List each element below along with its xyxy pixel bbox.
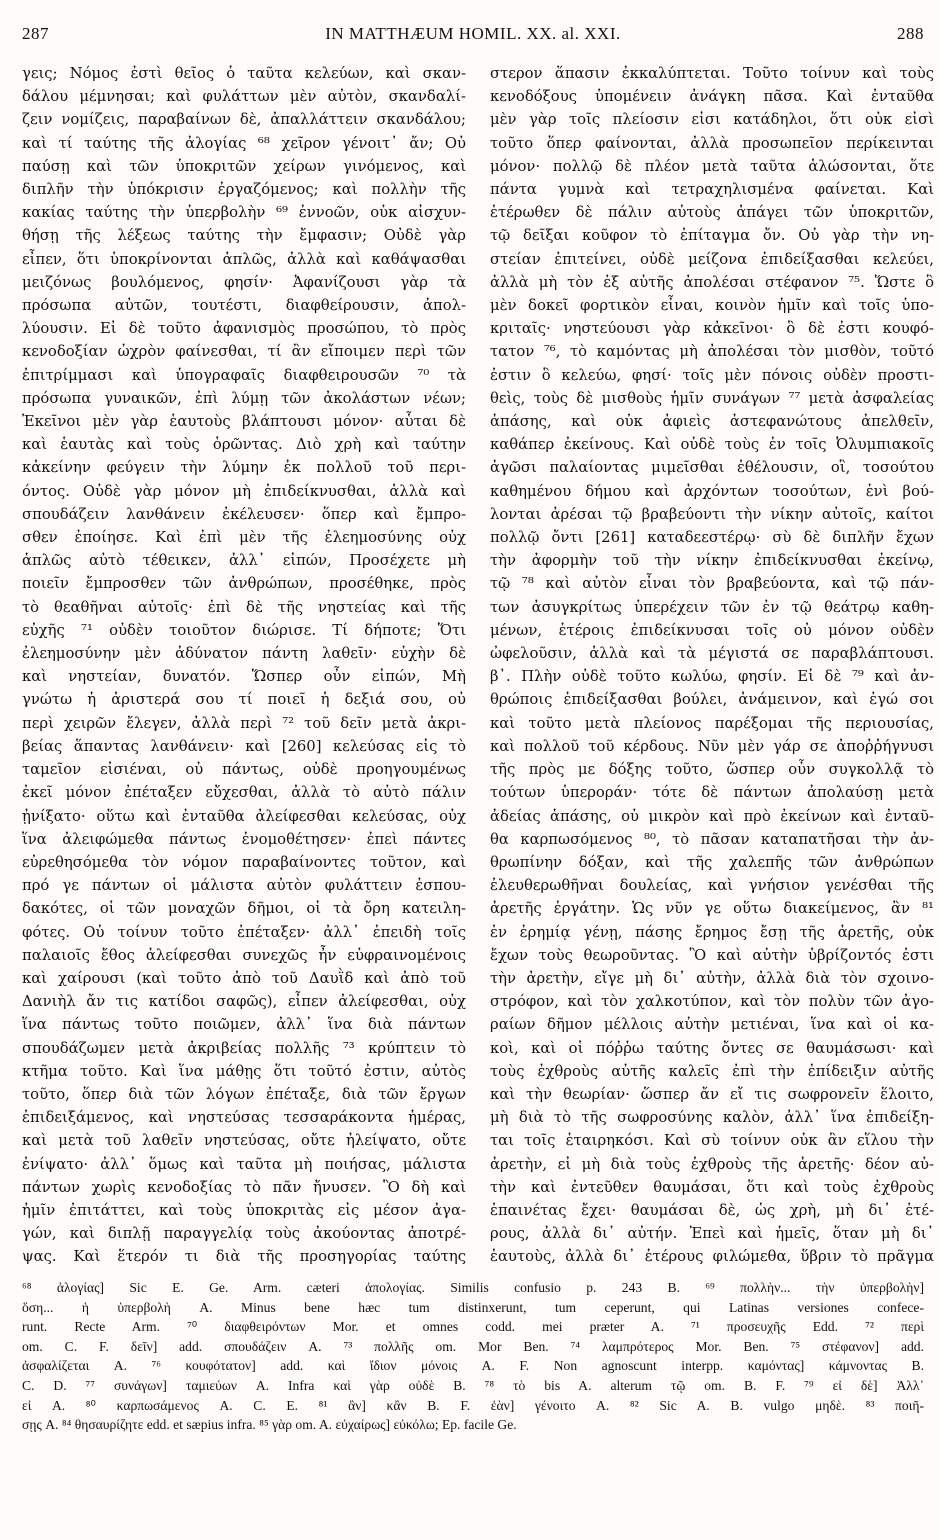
text-line: ἀδείας ἁπάσης, οὐ μικρὸν καὶ πρὸ ἐκείνων καὶ ἐνταῦ- [490, 807, 934, 825]
text-line: καὶ μετὰ τοῦ λαθεῖν νηστεύσας, οὔτε ἠλείψατο, οὔτε [22, 1132, 466, 1150]
text-line: εὐρεθησόμεθα τὸν νόμον παραβαίνοντες τοῦτον, καὶ [22, 853, 466, 871]
text-line: διπλῆν τὴν ὑπόκρισιν ἐργαζόμενος; καὶ πολλὴν τῆς [22, 181, 466, 199]
text-line: ἐν ἐρημίᾳ γένῃ, πάσης ἔρημος ἔσῃ τῆς ἀρετῆς, οὐκ [490, 923, 934, 941]
text-line: Ἐκεῖνοι μὲν γὰρ ἑαυτοὺς βλάπτουσι μόνον· αὗται δὲ [22, 413, 466, 431]
footnotes [22, 1278, 924, 1435]
text-line: ἐπαινέτας ἔχει· θαυμάσαι δὲ, ὡς χρὴ, μὴ δι᾽ ἑτέ- [490, 1201, 934, 1219]
text-line: ἁπάσης, καὶ οὐκ ἀφιεὶς ἀστεφανώτους ἀπελθεῖν, [490, 413, 934, 431]
text-line: δακότες, οἱ τῶν μοναχῶν δῆμοι, οἱ τὰ ὄρη κατειλη- [22, 900, 466, 918]
text-line: μένων, ἑτέροις ἐπιδείκνυσαι τοῖς οὐ μόνον οὐδὲν [490, 621, 934, 639]
text-line: σπουδάζειν λανθάνειν ἐκέλευσεν· ὅπερ καὶ ἔμπρο- [22, 505, 466, 523]
text-line: ἐλεημοσύνην μὲν ἀδύνατον πάντη λαθεῖν· εὐχὴν δὲ [22, 645, 466, 663]
text-line: στρόφον, καὶ τὸν χαλκοτύπον, καὶ τὸν πολὺν τῶν ἀγο- [490, 993, 934, 1011]
text-line: ποιεῖν ἔμπροσθεν τῶν ἀνθρώπων, προσέθηκε, πρὸς [22, 575, 466, 593]
text-line: ἐλευθερωθῆναι δουλείας, καὶ γνήσιον γενέσθαι τῆς [490, 877, 934, 895]
text-line: τὴν ἀρετὴν, εἴγε μὴ δι᾽ αὐτὴν, ἀλλὰ διὰ τὸν σχοινο- [490, 969, 934, 987]
footnote-line: runt. Recte Arm. ⁷⁰ διαφθειρόντων Mor. et omnes codd. mei præter A. ⁷¹ προσευχῆς Edd. ⁷² περὶ [22, 1319, 924, 1335]
text-line: γνώτω ἡ ἀριστερά σου τί ποιεῖ ἡ δεξιά σου, οὐ [22, 691, 466, 709]
text-line: πολλῷ ὄντι [261] καταδεεστέρῳ· σὺ δὲ διπλῆν ἔχων [490, 529, 934, 547]
text-line: πάντα γυμνὰ καὶ τετραχηλισμένα φαίνεται. Καὶ [490, 181, 934, 199]
text-line: ᾐνίξατο· οὕτω καὶ ἐνταῦθα ἀλείφεσθαι κελεύσας, οὐχ [22, 807, 466, 825]
running-header [22, 24, 924, 54]
text-line: ζειν νομίζεις, παραβαίνων δὲ, ἀπαλλάττειν σκανδάλου; [22, 111, 466, 129]
text-line: ἐπιδειξάμενος, καὶ νηστεύσας τεσσαράκοντα ἡμέρας, [22, 1109, 466, 1127]
text-line: κενοδόξους ὑπομένειν ἀνάγκη πᾶσα. Καὶ ἐνταῦθα [490, 88, 934, 106]
text-line: ταμεῖον εἰσιέναι, οὐ πάντως, οὐδὲ προηγουμένως [22, 761, 466, 779]
text-line: μὲν δοκεῖ φορτικὸν εἶναι, κοινὸν ἡμῖν καὶ τοῖς ὑπο- [490, 297, 934, 315]
footnote-line: ἀσφαλίζεται A. ⁷⁶ κουφότατον] add. καὶ ἴδιον μόνοις A. F. Non agnoscunt interpp. καμόντας] κάμνοντας B. [22, 1358, 924, 1374]
text-line: γών, καὶ διπλῇ παραγγελίᾳ τοὺς ἀκούοντας ἀποτρέ- [22, 1225, 466, 1243]
running-title: IN MATTHÆUM HOMIL. XX. al. XXI. [325, 24, 621, 43]
text-line: των ἀσυγκρίτως ὑπερέχειν τῶν ἐν τῷ θεάτρῳ καθη- [490, 598, 934, 616]
text-line: καὶ πολλοῦ τοῦ κέρδους. Νῦν μὲν γάρ σε ἀποῤῥήγνυσι [490, 737, 934, 755]
text-line: εἶπεν, ὅτι ὑποκρίνονται ἁπλῶς, ἀλλὰ καὶ καθάψασθαι [22, 250, 466, 268]
text-line: καθάπερ ἐκείνους. Καὶ οὐδὲ τοὺς ἐν τοῖς Ὀλυμπιακοῖς [490, 436, 934, 454]
text-line: καὶ νηστείαν, δυνατόν. Ὥσπερ οὖν εἰπών, Μὴ [22, 668, 466, 686]
footnote-line: om. C. F. δεῖν] add. σπουδάζειν A. ⁷³ πολλῆς om. Mor Ben. ⁷⁴ λαμπρότερος Mor. Ben. ⁷⁵ στέφανον] add. [22, 1338, 924, 1354]
text-line: τοὺς ἐχθροὺς αὐτῆς καλεῖς ἐπὶ τὴν ἐπίδειξιν αὐτῆς [490, 1062, 934, 1080]
text-line: δάλου μέμνησαι; καὶ φυλάττων μὲν αὐτὸν, σκανδαλί- [22, 88, 466, 106]
text-line: μειζόνως βουλόμενος, φησίν· Ἀφανίζουσι γὰρ τὰ [22, 273, 466, 291]
text-line: κριταῖς· νηστεύουσι γὰρ κἀκεῖνοι· ὃ δὲ ἐστι κουφό- [490, 320, 934, 338]
text-line: ται τοῖς ἑταιρηκόσι. Καὶ σὺ τοίνυν οὐκ ἂν εἵλου τὴν [490, 1132, 934, 1150]
text-line: στερον ἅπασιν ἐκκαλύπτεται. Τοῦτο τοίνυν καὶ τοὺς [490, 65, 934, 82]
text-line: κτῆμα τοῦτο. Καὶ ἵνα μάθῃς ὅτι τοῦτό ἐστιν, αὐτὸς [22, 1062, 466, 1080]
text-line: Δανιὴλ ἄν τις κατίδοι σαφῶς), εἶπεν ἀλείφεσθαι, οὐχ [22, 993, 466, 1011]
text-columns [22, 62, 934, 1270]
text-line: ἵνα πάντως τοῦτο ποιῶμεν, ἀλλ᾽ ἵνα διὰ πάντων [22, 1016, 466, 1034]
text-line: εὐχῆς ⁷¹ οὐδὲν τοιοῦτον διώρισε. Τί δήποτε; Ὅτι [22, 621, 466, 639]
text-line: καθημένου δήμου καὶ ἀρχόντων τοσούτων, ἑνὶ βού- [490, 482, 934, 500]
text-line: καὶ τὴν θεωρίαν· ὥσπερ ἄν εἴ τις σωφρονεῖν ἕλοιτο, [490, 1085, 934, 1103]
text-line: τατον ⁷⁶, τὸ καμόντας μὴ ἀπολέσαι τὸν μισθὸν, τοῦτό [490, 343, 934, 361]
left-column [22, 62, 466, 1270]
text-line: τῷ ⁷⁸ καὶ αὐτὸν εἶναι τὸν βραβεύοντα, καὶ τῷ πάν- [490, 575, 934, 593]
text-line: πρόσωπα αὐτῶν, τουτέστι, διαφθείρουσιν, ἀπολ- [22, 297, 466, 315]
text-line: φότες. Οὐ τοίνυν τοῦτο ἐπέταξεν· ἀλλ᾽ ἐπειδὴ τοῖς [22, 923, 466, 941]
text-line: περὶ χειρῶν ἔλεγεν, ἀλλὰ περὶ ⁷² τοῦ δεῖν μετὰ ἀκρι- [22, 714, 466, 732]
text-line: καὶ τί ταύτης τῆς ἀλογίας ⁶⁸ χεῖρον γένοιτ᾽ ἄν; Οὐ [22, 134, 466, 152]
text-line: κενοδοξίαν ὠχρὸν φαίνεσθαι, τί ἂν εἴποιμεν περὶ τῶν [22, 343, 466, 361]
page-number-left: 287 [22, 24, 49, 43]
text-line: κακίας ταύτης τὴν ὑπερβολὴν ⁶⁹ ἐννοῶν, οὐκ αἰσχυν- [22, 204, 466, 222]
text-line: καὶ χαίρουσι (καὶ τοῦτο ἀπὸ τοῦ Δαυῒδ καὶ ἀπὸ τοῦ [22, 969, 466, 987]
text-line: ἡμῖν ἐπιτάττει, καὶ τοὺς ὑποκριτὰς εἰς μέσον ἀγα- [22, 1201, 466, 1219]
text-line: παύσῃ καὶ τῶν ὑποκριτῶν χείρων γινόμενος, καὶ [22, 157, 466, 175]
text-line: ραίων δῆμον μέλλοις αὐτὴν μετιέναι, ἵνα καὶ οἱ κα- [490, 1016, 934, 1034]
text-line: ἐκεῖ μόνον ἐπέταξεν εὔχεσθαι, ἀλλὰ τὸ αὐτὸ πάλιν [22, 784, 466, 802]
text-line: ἀλλὰ μὴ τὸν ἐξ αὐτῆς ἀπολέσαι στέφανον ⁷⁵. Ὥστε ὃ [490, 273, 934, 291]
text-line: στείαν ἐπιτείνει, οὐδὲ μείζονα ἐπιδείξασθαι κελεύει, [490, 250, 934, 268]
text-line: καὶ τοῦτο μετὰ πλείονος παρέξομαι τῆς περιουσίας, [490, 714, 934, 732]
footnote-line: εἰ A. ⁸⁰ καρπωσάμενος A. C. E. ⁸¹ ἂν] κἂν B. F. ἐὰν] γένοιτο A. ⁸² Sic A. B. vulgo μηδὲ. ⁸³ ποιῆ- [22, 1397, 924, 1413]
right-column [490, 62, 934, 1270]
text-line: ἐνίψατο· ἀλλ᾽ ὅμως καὶ ταῦτα μὴ ποιήσας, μάλιστα [22, 1155, 466, 1173]
text-line: ψας. Καὶ ἕτερόν τι διὰ τῆς προσηγορίας ταύτης [22, 1248, 466, 1266]
text-line: τὸ θεαθῆναι αὐτοῖς· ἐπὶ δὲ τῆς νηστείας καὶ τῆς [22, 598, 466, 616]
text-line: μόνον· πολλῷ δὲ πλέον μετὰ ταῦτα ἁλώσονται, ὅτε [490, 157, 934, 175]
text-line: βείας ἅπαντας λανθάνειν· καὶ [260] κελεύσας εἰς τὸ [22, 737, 466, 755]
text-line: ἀρετῆς ἐργάτην. Ὡς νῦν γε οὕτω διακείμενος, ἂν ⁸¹ [490, 900, 934, 918]
text-line: ἔχων τοὺς θεωροῦντας. Ὃ καὶ αὐτὴν ὑβρίζοντός ἐστι [490, 946, 934, 964]
text-line: ὠφελοῦσιν, ἀλλὰ καὶ τὰ μέγιστά σε παραβλάπτουσι. [490, 645, 934, 663]
text-line: σθεν ἐποίησε. Καὶ ἐπὶ μὲν τῆς ἐλεημοσύνης οὐχ [22, 529, 466, 547]
text-line: τὴν ἀφορμὴν τοῦ τὴν νίκην ἐπιδείκνυσθαι ἐκείνῳ, [490, 552, 934, 570]
page-number-right: 288 [897, 24, 924, 43]
text-line: ἐπιτρίμμασι καὶ ὑπογραφαῖς διαφθειρουσῶν ⁷⁰ τὰ [22, 366, 466, 384]
footnote-line: ⁶⁸ ἀλογίας] Sic E. Ge. Arm. cæteri ἀπολογίας. Similis confusio p. 243 B. ⁶⁹ πολλὴν... τὴν ὑπερβολὴν] [22, 1280, 924, 1295]
text-line: λονται ἀρέσαι τῷ βραβεύοντι τὴν νίκην αὐτοῖς, καίτοι [490, 505, 934, 523]
text-line: τῆς πρὸς με δόξης τοῦτο, ὥσπερ οὖν συγκολλᾷ τὸ [490, 761, 934, 779]
text-line: πάντων χωρὶς κενοδοξίας τὸ πᾶν ἤνυσεν. Ὃ δὴ καὶ [22, 1178, 466, 1196]
text-line: ἁπλῶς αὐτὸ τέθεικεν, ἀλλ᾽ εἰπών, Προσέχετε μὴ [22, 552, 466, 570]
text-line: τῷ δεῖξαι κοῦφον τὸ ἐπίταγμα ὄν. Οὐ γὰρ τὴν νη- [490, 227, 934, 245]
text-line: τοῦτο, ὅπερ διὰ τῶν λόγων ἐπέταξε, διὰ τῶν ἔργων [22, 1085, 466, 1103]
text-line: θήσῃ τῆς λέξεως ταύτης τὴν ἔμφασιν; Οὐδὲ γὰρ [22, 227, 466, 245]
text-line: θα καρπωσόμενος ⁸⁰, τὸ πᾶσαν καταπατῆσαι τὴν ἀν- [490, 830, 934, 848]
text-line: ἑαυτοὺς, ἀλλὰ δι᾽ ἑτέρους φιλώμεθα, ὕβριν τὸ πρᾶγμα [490, 1248, 934, 1266]
text-line: θρωπίνην δόξαν, καὶ τῆς χαλεπῆς τῶν ἀνθρώπων [490, 853, 934, 871]
text-line: θεὶς, τοὺς δὲ μισθοὺς ἡμῖν συνάγων ⁷⁷ μετὰ ἀσφαλείας [490, 389, 934, 407]
text-line: μὴ διὰ τὸ τῆς σωφροσύνης καλὸν, ἀλλ᾽ ἵνα ἐπιδείξη- [490, 1109, 934, 1127]
text-line [490, 1269, 934, 1270]
text-line: σπουδάζωμεν μετὰ ἀκριβείας πολλῆς ⁷³ κρύπτειν τὸ [22, 1039, 466, 1057]
text-line: τοῦτο ὅπερ φαίνονται, ἀλλὰ προσωπεῖον περίκεινται [490, 134, 934, 152]
text-line: μὲν γὰρ τοῖς πλείοσιν εἰσι κατάδηλοι, ὅτι οὐκ εἰσὶ [490, 111, 934, 129]
text-line: θρώποις ἐπιδείξασθαι βούλει, ἀνάμεινον, καὶ ἐγώ σοι [490, 691, 934, 709]
text-line: β᾽. Πλὴν οὐδὲ τοῦτο κωλύω, φησίν. Εἰ δὲ ⁷⁹ καὶ ἀν- [490, 668, 934, 686]
text-line: παλαιοῖς ἔθος ἀλείφεσθαι συνεχῶς ἦν εὐφραινομένοις [22, 946, 466, 964]
text-line: κἀκείνην φεύγειν τὴν λύμην ἐκ πολλοῦ τοῦ περι- [22, 459, 466, 477]
text-line: ρους, ἀλλὰ δι᾽ αὐτήν. Ἐπεὶ καὶ ἡμεῖς, ὅταν μὴ δι᾽ [490, 1225, 934, 1243]
text-line [22, 1269, 466, 1270]
text-line: τούτων ὑπεροράν· τότε δὲ πάντων ἀπολαύσῃ μετὰ [490, 784, 934, 802]
footnote-line: ὅση... ἡ ὑπερβολὴ A. Minus bene hæc tum distinxerunt, tum ceperunt, qui Latinas versiones confece- [22, 1299, 924, 1315]
text-line: λύουσιν. Εἰ δὲ τοῦτο ἀφανισμὸς προσώπου, τὸ πρὸς [22, 320, 466, 338]
footnote-line: σῃς A. ⁸⁴ θησαυρίζητε edd. et sæpius infra. ⁸⁵ γὰρ om. A. εὐχαίρως] εὐκόλω; Ep. facile Ge. [22, 1417, 517, 1433]
text-line: πρόσωπα γυναικῶν, ἐπὶ λύμῃ τῶν ἀκολάστων νέων; [22, 389, 466, 407]
text-line: όντος. Οὐδὲ γὰρ μόνον μὴ ἐπιδείκνυσθαι, ἀλλὰ καὶ [22, 482, 466, 500]
text-line: τὴν καὶ ἐντεῦθεν θαυμάσαι, ὅτι καὶ τοὺς ἐχθροὺς [490, 1178, 934, 1196]
text-line: ἀγῶσι παλαίοντας μιμεῖσθαι ἐθέλουσιν, οἳ, τοσούτου [490, 459, 934, 477]
text-line: πρό γε πάντων οἱ μάλιστα αὐτὸν φυλάττειν ἐσπου- [22, 877, 466, 895]
text-line: κοὶ, καὶ οἱ πόῤῥω ταύτης ὄντες σε θαυμάσωσι· καὶ [490, 1039, 934, 1057]
text-line: ἀρετὴν, εἰ μὴ διὰ τοὺς ἐχθροὺς τῆς ἀρετῆς· δέον αὐ- [490, 1155, 934, 1173]
text-line: καὶ ἑαυτὰς καὶ τοὺς ὁρῶντας. Διὸ χρὴ καὶ ταύτην [22, 436, 466, 454]
text-line: ἑτέρωθεν δὲ πάλιν αὐτοὺς ἀπάγει τῶν ὑποκριτῶν, [490, 204, 934, 222]
text-line: ἐστιν ὃ κελεύω, φησί· τοῖς μὲν πόνοις οὐδὲν προστι- [490, 366, 934, 384]
footnote-line: C. D. ⁷⁷ συνάγων] ταμιεύων A. Infra καὶ γὰρ οὐδὲ B. ⁷⁸ τὸ bis A. alterum τῷ om. B. F. ⁷⁹ εἰ δὲ] Ἀλλ᾽ [22, 1377, 924, 1393]
text-line: ἵνα ἀλειφώμεθα πάντως ἐνομοθέτησεν· ἐπεὶ πάντες [22, 830, 466, 848]
text-line: γεις; Νόμος ἐστὶ θεῖος ὁ ταῦτα κελεύων, καὶ σκαν- [22, 65, 466, 82]
